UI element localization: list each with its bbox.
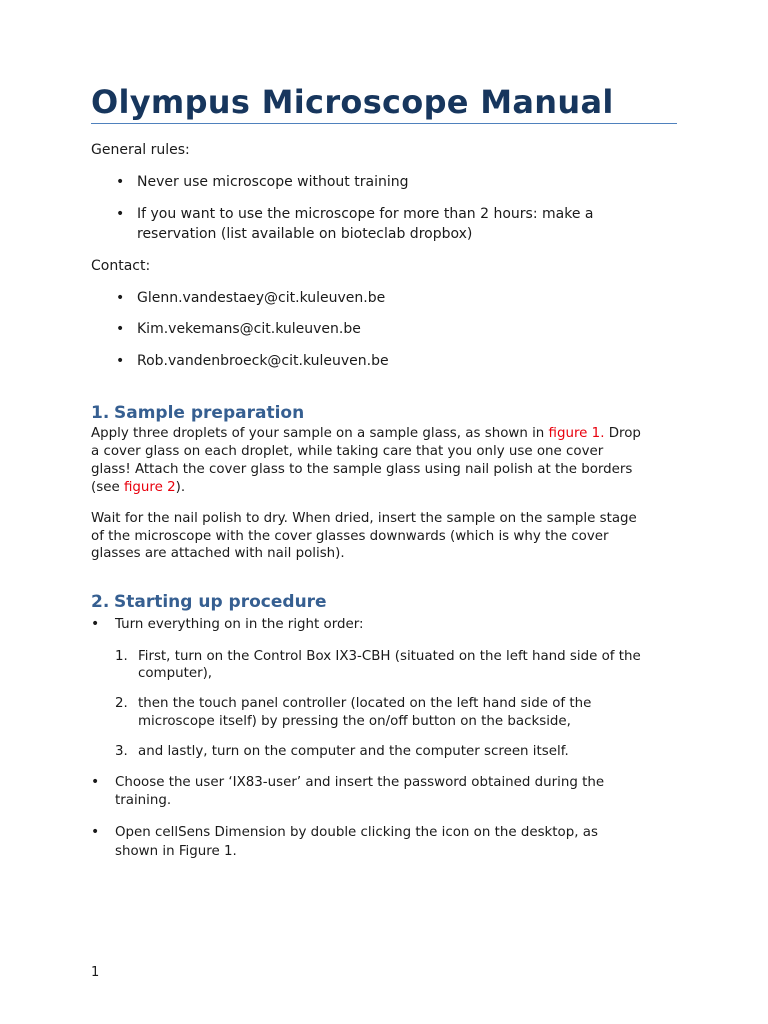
title-underline: [91, 123, 677, 124]
step-line: then the touch panel controller (located on the left hand side of the: [138, 696, 592, 711]
contact-email[interactable]: Glenn.vandestaey@cit.kuleuven.be: [137, 290, 386, 306]
section-number: 2.: [91, 592, 110, 612]
paragraph-line: [91, 479, 185, 497]
step-line: microscope itself) by pressing the on/off button on the backside,: [138, 714, 571, 729]
section-title: Sample preparation: [114, 403, 305, 423]
bullet-item: Choose the user ‘IX83-user’ and insert the password obtained during the: [115, 775, 605, 790]
paragraph-line: of the microscope with the cover glasses downwards (which is why the cover: [91, 529, 609, 544]
paragraph-line: Wait for the nail polish to dry. When dried, insert the sample on the sample stage: [91, 511, 637, 526]
rule-item-continuation: reservation (list available on bioteclab dropbox): [137, 226, 473, 242]
section-number: 1.: [91, 403, 110, 423]
paragraph-line: glass! Attach the cover glass to the sample glass using nail polish at the borders: [91, 462, 633, 477]
bullet-glyph: •: [116, 353, 125, 369]
step-number: 1.: [115, 649, 128, 664]
bullet-glyph: •: [116, 321, 125, 337]
bullet-item: Open cellSens Dimension by double clicking the icon on the desktop, as: [115, 825, 598, 840]
step-line: and lastly, turn on the computer and the computer screen itself.: [138, 744, 569, 759]
paragraph-line: a cover glass on each droplet, while taking care that you only use one cover: [91, 444, 604, 459]
text-span: ).: [175, 480, 186, 495]
bullet-glyph: •: [91, 824, 100, 840]
step-line: First, turn on the Control Box IX3-CBH (situated on the left hand side of the: [138, 649, 641, 664]
text-span: (see: [91, 480, 124, 495]
section-heading-starting-up: [91, 592, 327, 612]
text-span: Apply three droplets of your sample on a sample glass, as shown in: [91, 426, 549, 441]
bullet-glyph: •: [116, 290, 125, 306]
step-line: computer),: [138, 666, 213, 681]
paragraph-line: [91, 425, 641, 443]
rule-item: If you want to use the microscope for more than 2 hours: make a: [137, 206, 594, 222]
step-number: 3.: [115, 744, 128, 759]
contact-label: Contact:: [91, 258, 151, 274]
page-number: 1: [91, 965, 100, 980]
general-rules-label: General rules:: [91, 142, 190, 158]
contact-email[interactable]: Rob.vandenbroeck@cit.kuleuven.be: [137, 353, 389, 369]
contact-email[interactable]: Kim.vekemans@cit.kuleuven.be: [137, 321, 361, 337]
bullet-item: Turn everything on in the right order:: [115, 617, 364, 632]
rule-item: Never use microscope without training: [137, 174, 409, 190]
figure-reference[interactable]: figure 1.: [548, 426, 605, 441]
document-title: Olympus Microscope Manual: [91, 83, 614, 121]
paragraph-line: glasses are attached with nail polish).: [91, 546, 345, 561]
figure-reference[interactable]: figure 2: [123, 480, 176, 495]
bullet-item-continuation: training.: [115, 793, 172, 808]
bullet-item-continuation: shown in Figure 1.: [115, 844, 237, 859]
step-number: 2.: [115, 696, 128, 711]
bullet-glyph: •: [91, 774, 100, 790]
text-span: Drop: [604, 426, 641, 441]
section-title: Starting up procedure: [114, 592, 327, 612]
section-heading-sample-preparation: [91, 403, 304, 423]
bullet-glyph: •: [91, 616, 100, 632]
bullet-glyph: •: [116, 174, 125, 190]
bullet-glyph: •: [116, 206, 125, 222]
